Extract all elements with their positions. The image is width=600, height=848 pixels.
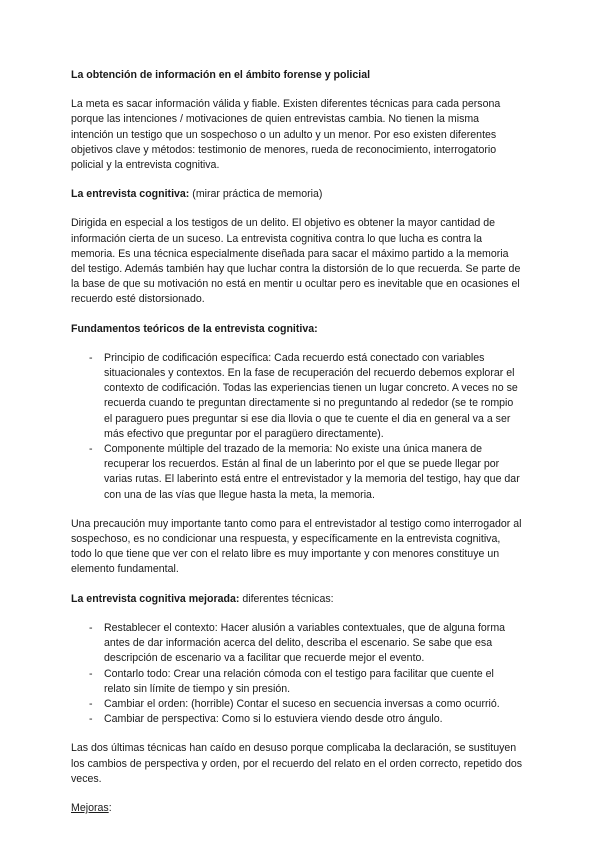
techniques-list [71, 621, 523, 727]
bullet-dash: - [89, 667, 93, 680]
list-item [71, 442, 523, 503]
list-item [71, 697, 523, 712]
section-heading-theory [71, 322, 523, 337]
intro-paragraph: La meta es sacar información válida y fiable. Existen diferentes técnicas para cada persona porque las intenciones / motivaciones de quien entrevistas cambia. No tienen la misma intención un testigo que un sospechoso o un adulto y un menor. Por eso existen diferentes objetivos clave y métodos: testimonio de menores, rueda de reconocimiento, interrogatorio policial y la entrevista cognitiva. [71, 98, 501, 172]
theory-list [71, 351, 523, 503]
bullet-dash: - [89, 713, 93, 726]
section-heading-text: Fundamentos teóricos de la entrevista cognitiva: [71, 322, 318, 335]
list-item-text: Contarlo todo: Crear una relación cómoda con el testigo para facilitar que cuente el relato sin límite de tiempo y sin presión. [104, 667, 494, 695]
list-item [71, 621, 523, 667]
improvements-heading [71, 801, 523, 816]
document-title: La obtención de información en el ámbito forense y policial [71, 69, 371, 81]
list-item [71, 351, 523, 442]
list-item-text: Cambiar de perspectiva: Como si lo estuviera viendo desde otro ángulo. [104, 713, 443, 726]
section-heading-text: La entrevista cognitiva mejorada: [71, 592, 240, 605]
section-heading-note: diferentes técnicas: [239, 592, 334, 605]
section-heading-cognitive-interview [71, 187, 523, 202]
bullet-dash: - [89, 443, 93, 456]
bullet-dash: - [89, 351, 93, 364]
list-item [71, 667, 523, 697]
improvements-colon: : [108, 801, 112, 814]
caution-paragraph: Una precaución muy importante tanto como para el entrevistador al testigo como interrogador al sospechoso, es no condicionar una respuesta, y específicamente en la entrevista cognitiva, todo lo que tiene que ver con el relato libre es muy importante y con menores constituye un elemento fundamental. [71, 517, 522, 576]
section-heading-text: La entrevista cognitiva: [71, 188, 190, 201]
list-item [71, 712, 523, 727]
cognitive-interview-paragraph: Dirigida en especial a los testigos de un delito. El objetivo es obtener la mayor cantidad de información cierta de un suceso. La entrevista cognitiva contra lo que lucha es contra la memoria. Es una técnica especialmente diseñada para sacar el máximo partido a la memoria del testigo. Además también hay que luchar contra la distorsión de lo que recuerda. Se parte de la base de que su motivación no está en mentir u ocultar pero es inevitable que en ocasiones el recuerdo esté distorsionado. [71, 217, 521, 306]
list-item-text: Principio de codificación específica: Cada recuerdo está conectado con variables situacionales y contextos. En la fase de recuperación del recuerdo debemos explorar el contexto de codificación. Todas las experiencias tienen un lugar concreto. A veces no se recuerda cuando te preguntan directamente si no preguntando al rededor (se te rompio el paraguero pues preguntar si ese dia llovia o que te cuente el dia en general va a ser más efectivo que preguntar por el paragüero directamente). [104, 351, 518, 440]
list-item-text: Componente múltiple del trazado de la memoria: No existe una única manera de recuperar los recuerdos. Están al final de un laberinto por el que se puede llegar por varias rutas. El laberinto está entre el entrevistador y la memoria del testigo, hay que dar con una de las vías que llegue hasta la meta, la memoria. [104, 443, 520, 501]
improvements-label: Mejoras [71, 801, 109, 814]
list-item-text: Cambiar el orden: (horrible) Contar el suceso en secuencia inversas a como ocurrió. [104, 697, 500, 710]
list-item-text: Restablecer el contexto: Hacer alusión a variables contextuales, que de alguna forma antes de dar información acerca del delito, describa el escenario. Se sabe que esa descripción de escenario va a facilitar que recuerde mejor el evento. [104, 621, 506, 665]
section-heading-improved-interview [71, 592, 523, 607]
closing-paragraph: Las dos últimas técnicas han caído en desuso porque complicaba la declaración, se sustituyen los cambios de perspectiva y orden, por el recuerdo del relato en el orden correcto, repetido dos veces. [71, 742, 523, 785]
document-page [71, 68, 523, 816]
bullet-dash: - [89, 621, 93, 634]
bullet-dash: - [89, 697, 93, 710]
section-heading-note: (mirar práctica de memoria) [189, 188, 323, 201]
